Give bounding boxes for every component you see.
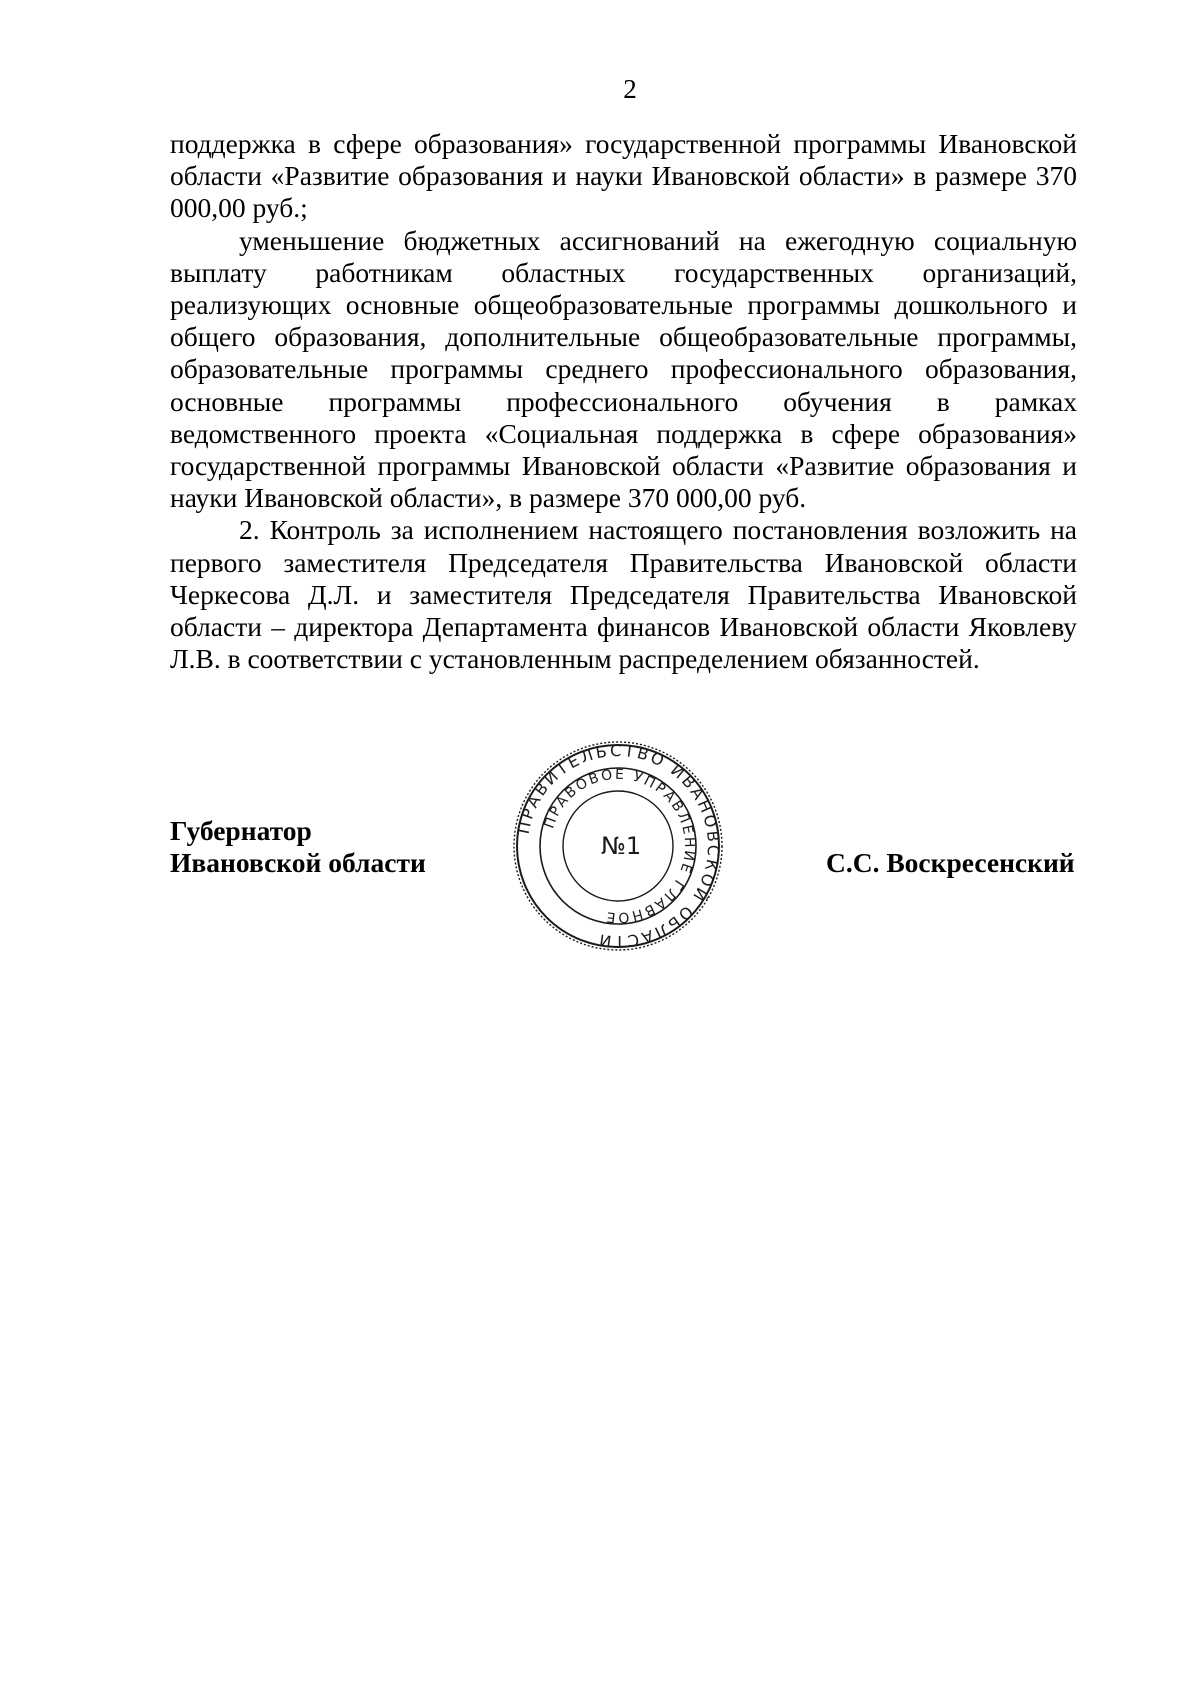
paragraph-control-clause: 2. Контроль за исполнением настоящего постановления возложить на первого заместителя Председателя Правительства Ивановской области Черкесова Д.Л. и заместителя Председателя Правительства Ивановской области – директора Департамента финансов Ивановской области Яковлеву Л.В. в соответствии с установленным распределением обязанностей. [170,514,1077,675]
seal-graphic [508,739,728,957]
page-number: 2 [623,74,637,104]
paragraph-allocation-decrease: уменьшение бюджетных ассигнований на ежегодную социальную выплату работникам областных государственных организаций, реализующих основные общеобразовательные программы дошкольного и общего образования, дополнительные общеобразовательные программы, образовательные программы среднего профессионального образования, основные программы профессионального обучения в рамках ведомственного проекта «Социальная поддержка в сфере образования» государственной программы Ивановской области «Развитие образования и науки Ивановской области», в размере 370 000,00 руб. [170,224,1077,514]
official-seal [508,739,728,957]
paragraph-continuation: поддержка в сфере образования» государственной программы Ивановской области «Развитие образования и науки Ивановской области» в размере 370 000,00 руб.; [170,128,1077,224]
document-body [170,128,1077,675]
signatory-name: С.С. Воскресенский [826,847,1075,878]
signatory-position [170,815,426,879]
seal-outer-text: ПРАВИТЕЛЬСТВО ИВАНОВСКОЙ ОБЛАСТИ [513,740,724,952]
seal-inner-textpath: ПРАВОВОЕ УПРАВЛЕНИЕ ГЛАВНОЕ [541,766,698,926]
signatory-position-line2: Ивановской области [170,847,426,878]
signatory-position-line1: Губернатор [170,815,312,846]
seal-number: №1 [600,832,642,860]
